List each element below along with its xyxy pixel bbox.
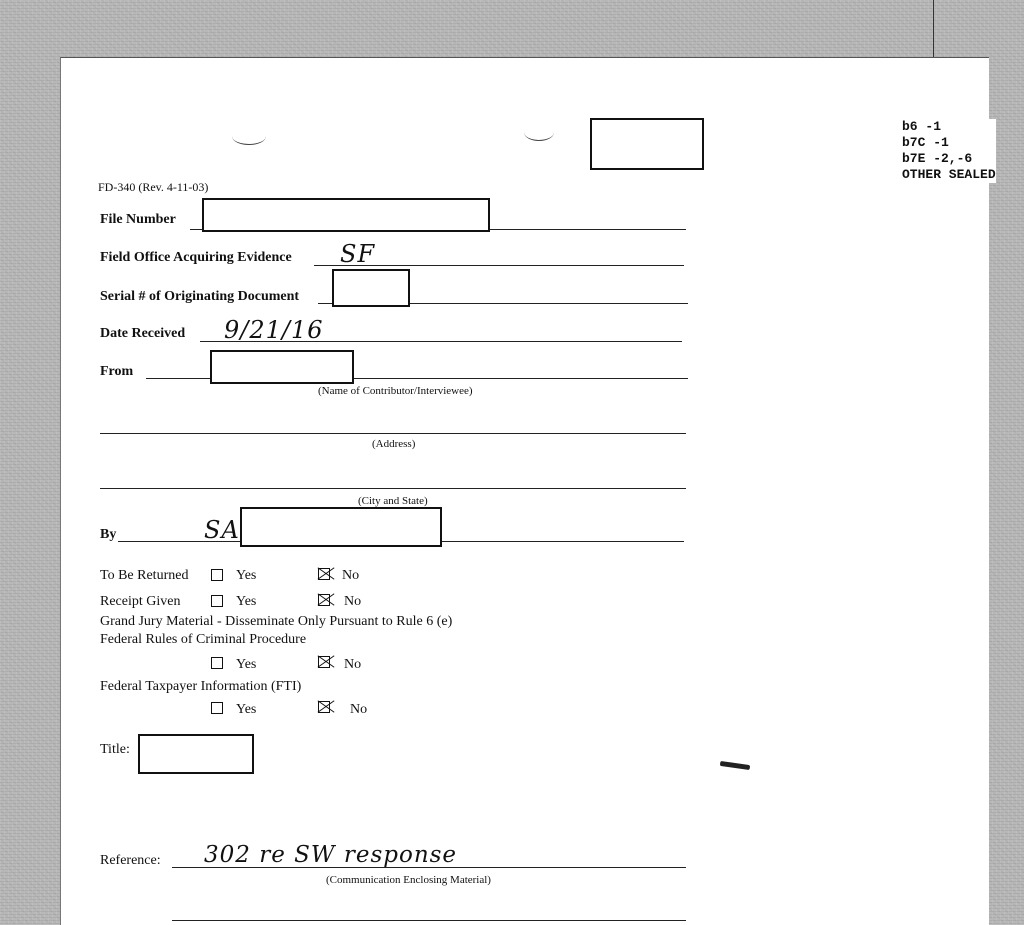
grand-jury-no-label: No — [344, 657, 362, 672]
exemption-code: OTHER SEALED — [902, 167, 996, 182]
fti-yes-label: Yes — [236, 702, 257, 717]
scan-smudge-right — [524, 124, 554, 141]
city-state-line — [100, 488, 686, 489]
file-number-label: File Number — [100, 212, 176, 227]
to-be-returned-no-label: No — [342, 568, 360, 583]
to-be-returned-no-checkbox[interactable] — [318, 568, 330, 580]
foia-exemption-codes — [902, 119, 996, 183]
grand-jury-no-checkbox[interactable] — [318, 656, 330, 668]
receipt-given-yes-checkbox[interactable] — [211, 595, 223, 607]
reference-label: Reference: — [100, 853, 161, 868]
field-office-value: SF — [340, 240, 376, 268]
date-received-label: Date Received — [100, 326, 186, 341]
exemption-code: b6 -1 — [902, 119, 942, 134]
from-label: From — [100, 364, 134, 379]
fti-yes-checkbox[interactable] — [211, 702, 223, 714]
title-label: Title: — [100, 742, 130, 757]
receipt-given-no-label: No — [344, 594, 362, 609]
federal-rules-label: Federal Rules of Criminal Procedure — [100, 632, 307, 647]
by-label: By — [100, 527, 117, 542]
address-line — [100, 433, 686, 434]
receipt-given-no-checkbox[interactable] — [318, 594, 330, 606]
grand-jury-label: Grand Jury Material - Disseminate Only Pursuant to Rule 6 (e) — [100, 614, 453, 629]
scan-smudge-left — [232, 128, 266, 145]
fti-no-checkbox[interactable] — [318, 701, 330, 713]
fti-label: Federal Taxpayer Information (FTI) — [100, 679, 302, 694]
address-caption: (Address) — [372, 438, 416, 450]
exemption-code: b7C -1 — [902, 135, 949, 150]
receipt-given-yes-label: Yes — [236, 594, 257, 609]
to-be-returned-yes-checkbox[interactable] — [211, 569, 223, 581]
redaction-title — [138, 734, 254, 774]
redaction-file-number — [202, 198, 490, 232]
grand-jury-yes-checkbox[interactable] — [211, 657, 223, 669]
receipt-given-label: Receipt Given — [100, 594, 181, 609]
exemption-code: b7E -2,-6 — [902, 151, 973, 166]
bottom-line — [172, 920, 686, 921]
by-value: SA — [204, 516, 240, 544]
to-be-returned-yes-label: Yes — [236, 568, 257, 583]
to-be-returned-label: To Be Returned — [100, 568, 189, 583]
redaction-serial-number — [332, 269, 410, 307]
communication-caption: (Communication Enclosing Material) — [326, 874, 491, 886]
city-state-caption: (City and State) — [358, 495, 428, 507]
fti-no-label: No — [350, 702, 368, 717]
field-office-label: Field Office Acquiring Evidence — [100, 250, 292, 265]
grand-jury-yes-label: Yes — [236, 657, 257, 672]
date-received-value: 9/21/16 — [224, 316, 324, 344]
redaction-box-header — [590, 118, 704, 170]
serial-number-label: Serial # of Originating Document — [100, 289, 300, 304]
reference-value: 302 re SW response — [204, 842, 458, 868]
redaction-contributor — [210, 350, 354, 384]
form-id: FD-340 (Rev. 4-11-03) — [98, 180, 209, 194]
contributor-caption: (Name of Contributor/Interviewee) — [318, 385, 473, 397]
redaction-agent-name — [240, 507, 442, 547]
